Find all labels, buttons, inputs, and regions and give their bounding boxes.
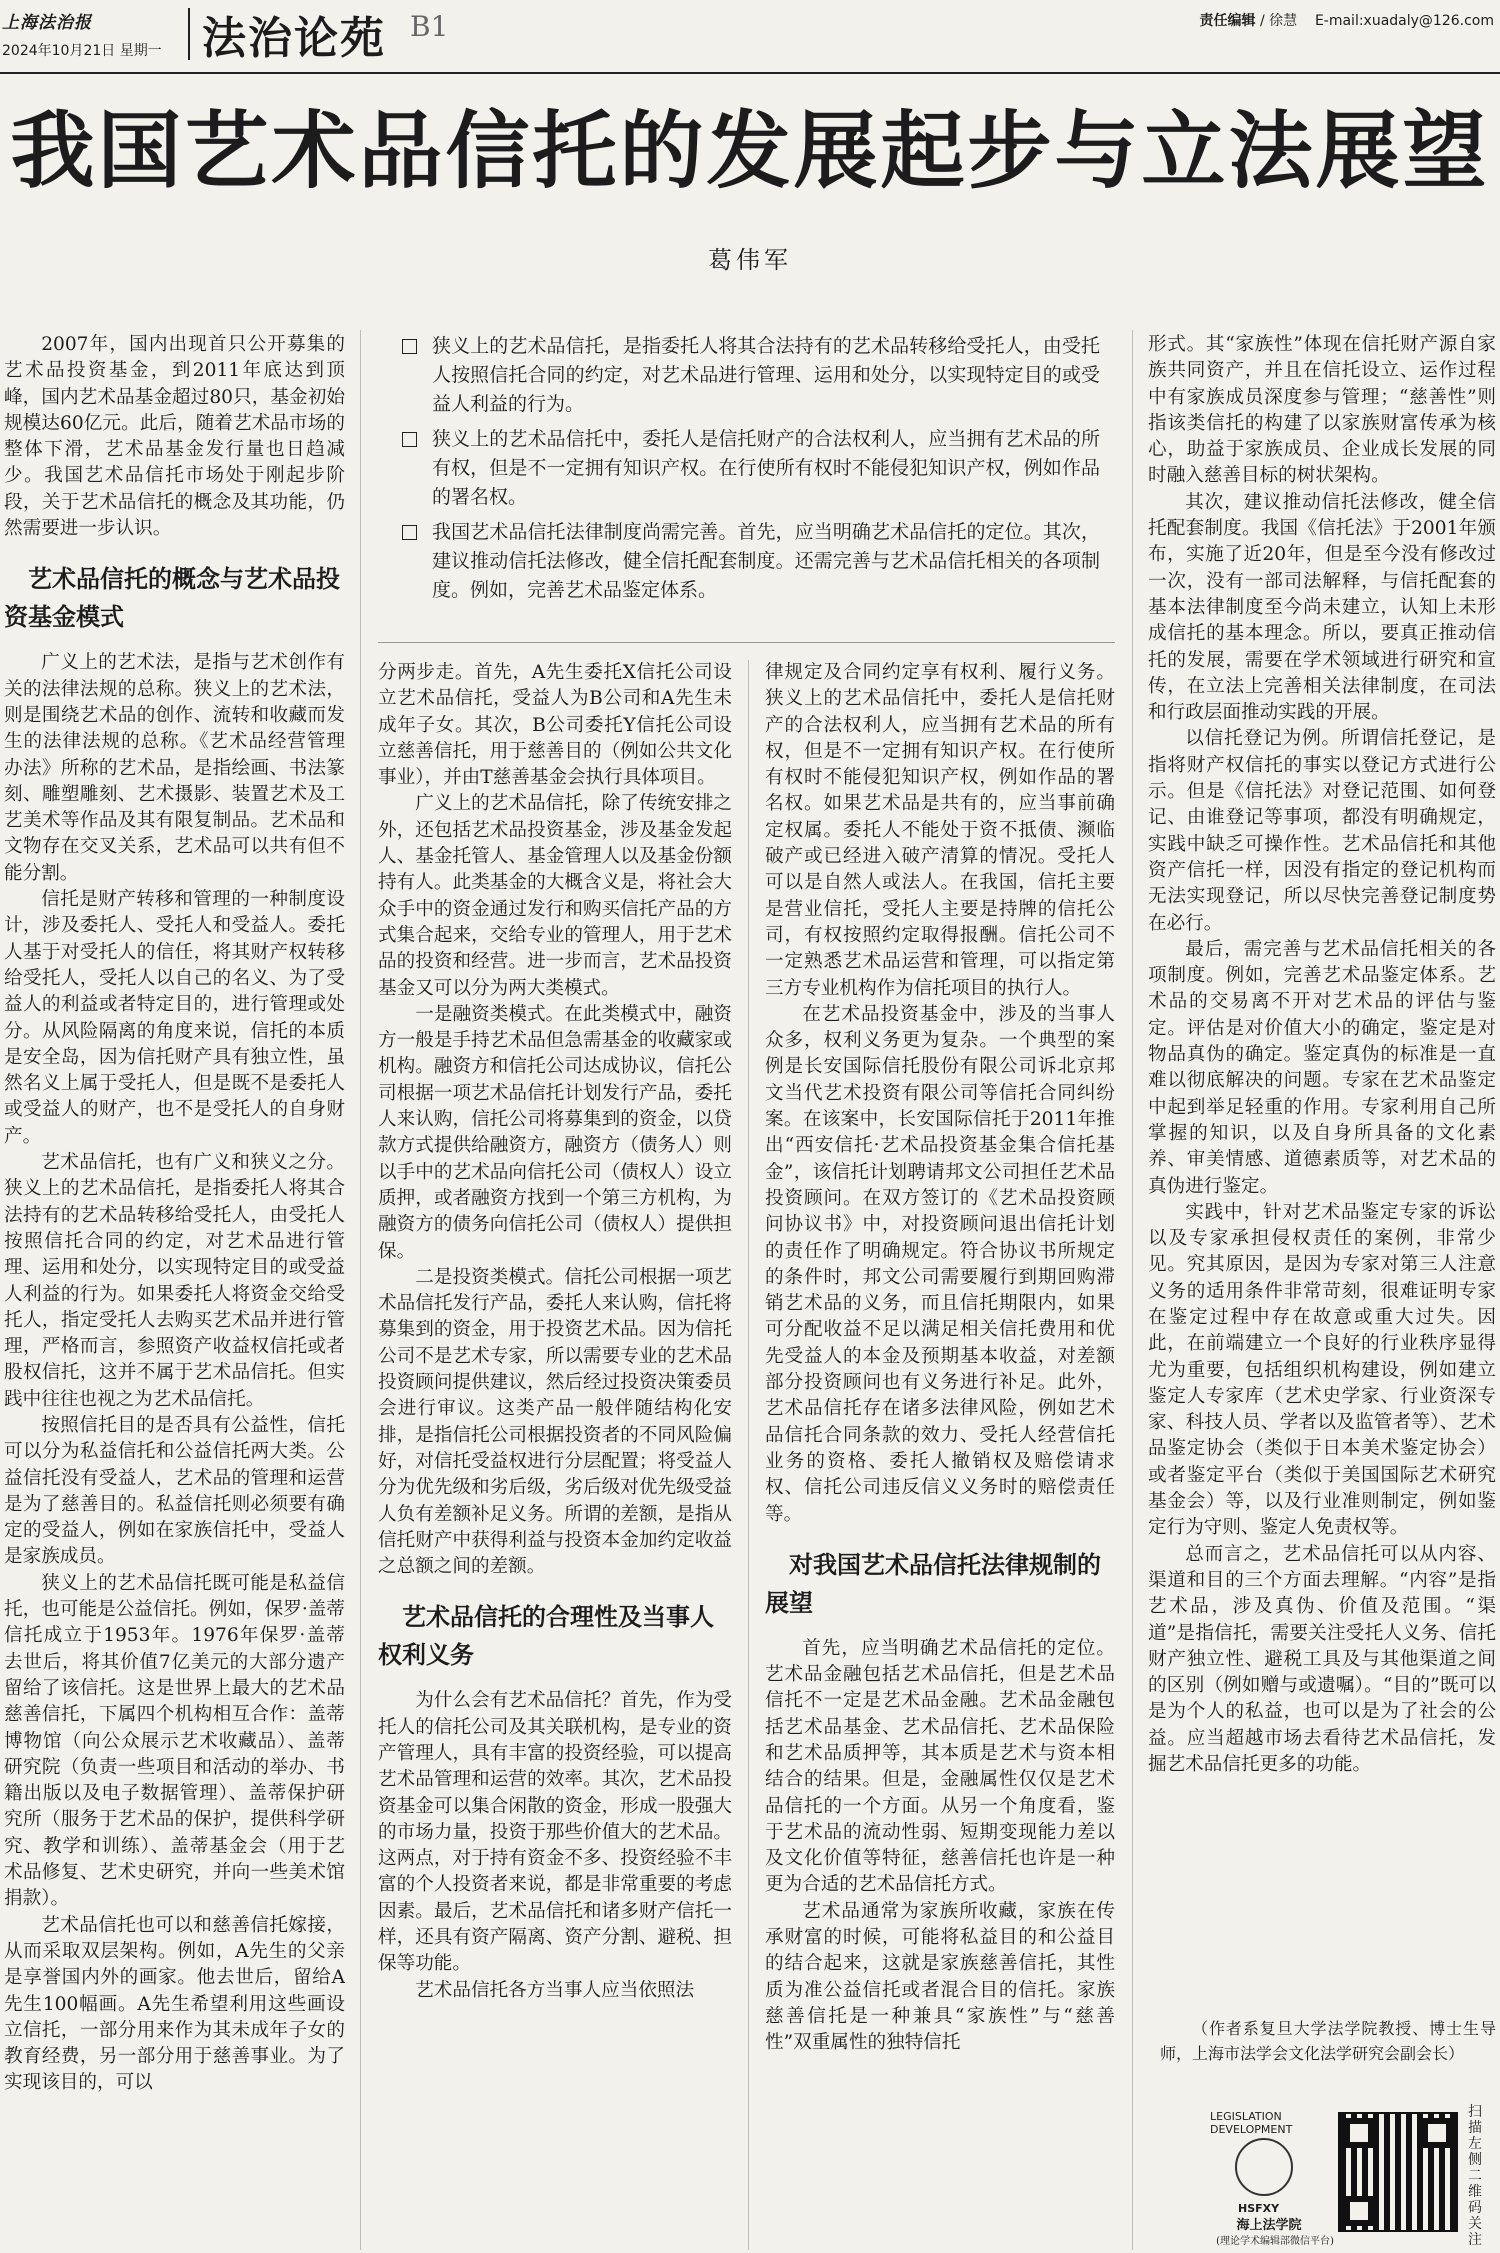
paragraph: 艺术品信托，也有广义和狭义之分。狭义上的艺术品信托，是指委托人将其合法持有的艺术品转移给受托人，由受托人按照信托合同的约定，对艺术品进行管理、运用和处分，以实现特定目的或受益人利益的行为。如果委托人将资金交给受托人，指定受托人去购买艺术品并进行管理，严格而言，参照资产收益权信托或者股权信托，这并不属于艺术品信托。但实践中往往也视之为艺术品信托。 xyxy=(4,1152,345,1410)
masthead-rule xyxy=(0,72,1500,74)
paragraph: 形式。其“家族性”体现在信托财产源自家族共同资产，并且在信托设立、运作过程中有家族成员深度参与管理；“慈善性”则指该类信托的构建了以家族财富传承为核心，助益于家族成员、企业成长发展的同时融入慈善目标的树状架构。 xyxy=(1148,334,1496,487)
summary-rule xyxy=(378,642,1115,643)
logo-abbreviation: HSFXY xyxy=(1238,2202,1280,2215)
qr-finder xyxy=(1344,2196,1374,2226)
checkbox-icon xyxy=(402,339,417,354)
paragraph: 广义上的艺术法，是指与艺术创作有关的法律法规的总称。狭义上的艺术法，则是围绕艺术品的创作、流转和收藏而发生的法律法规的总称。《艺术品经营管理办法》所称的艺术品，是指绘画、书法篆刻、雕塑雕刻、艺术摄影、装置艺术及工艺美术等作品及其有限复制品。艺术品和文物存在交叉关系，艺术品可以共有但不能分割。 xyxy=(4,652,345,884)
paragraph: 信托是财产转移和管理的一种制度设计，涉及委托人、受托人和受益人。委托人基于对受托人的信任，将其财产权转移给受托人，受托人以自己的名义、为了受益人的利益或者特定目的，进行管理或处分。从风险隔离的角度来说，信托的本质是安全岛，因为信托财产具有独立性，虽然名义上属于受托人，但是既不是委托人或受益人的财产，也不是受托人的自身财产。 xyxy=(4,889,345,1147)
article-column-3 xyxy=(765,660,1115,2250)
summary-item xyxy=(400,332,1100,419)
paragraph: 首先，应当明确艺术品信托的定位。艺术品金融包括艺术品信托，但是艺术品信托不一定是艺术品金融。艺术品金融包括艺术品基金、艺术品信托、艺术品保险和艺术品质押等，其本质是艺术与资本相结合的结果。但是，金融属性仅仅是艺术品信托的一个方面。从另一个角度看，鉴于艺术品的流动性弱、短期变现能力差以及文化价值等特征，慈善信托也许是一种更为合适的艺术品信托方式。 xyxy=(765,1637,1115,1896)
newspaper-logo: 上海法治报 xyxy=(2,13,92,33)
masthead-divider xyxy=(188,8,190,60)
column-rule xyxy=(360,330,361,2250)
column-rule xyxy=(1132,330,1133,2250)
logo-subtitle: (理论学术编辑部微信平台) xyxy=(1216,2236,1334,2247)
section-title: 法治论苑 xyxy=(202,13,386,64)
summary-item xyxy=(400,518,1100,605)
section-heading: 艺术品信托的合理性及当事人权利义务 xyxy=(378,1603,714,1670)
section-heading: 艺术品信托的概念与艺术品投资基金模式 xyxy=(4,565,340,632)
qr-hint: 扫描左侧二维码关注 xyxy=(1468,2104,1482,2248)
paragraph: 艺术品信托各方当事人应当依照法 xyxy=(415,1979,695,2001)
paragraph: 2007年，国内出现首只公开募集的艺术品投资基金，到2011年底达到顶峰，国内艺术品基金超过80只，基金初始规模达60亿元。此后，随着艺术品市场的整体下滑，艺术品基金发行量也日趋减少。我国艺术品信托市场处于刚起步阶段，关于艺术品信托的概念及其功能，仍然需要进一步认识。 xyxy=(4,334,345,540)
author-byline: （作者系复旦大学法学院教授、博士生导师，上海市法学会文化法学研究会副会长） xyxy=(1160,2019,1496,2063)
checkbox-icon xyxy=(402,432,417,447)
editor-info: 责任编辑 / 徐慧 E-mail:xuadaly@126.com xyxy=(1199,13,1494,29)
paragraph: 艺术品通常为家族所收藏，家族在传承财富的时候，可能将私益目的和公益目的结合起来，这就是家族慈善信托，其性质为准公益信托或者混合目的信托。家族慈善信托是一种兼具“家族性”与“慈善性”双重属性的独特信托 xyxy=(765,1900,1115,2054)
qr-finder xyxy=(1344,2118,1374,2148)
logo-arc-text: LEGISLATION DEVELOPMENT xyxy=(1210,2110,1293,2136)
logo-name: 海上法学院 xyxy=(1236,2218,1302,2233)
summary-text: 我国艺术品信托法律制度尚需完善。首先，应当明确艺术品信托的定位。其次，建议推动信托法修改，健全信托配套制度。还需完善与艺术品信托相关的各项制度。例如，完善艺术品鉴定体系。 xyxy=(432,521,1100,601)
wechat-platform-logo xyxy=(1210,2110,1334,2247)
article-column-4 xyxy=(1148,332,1496,2032)
article-author: 葛伟军 xyxy=(708,246,792,274)
qr-finder xyxy=(1422,2118,1452,2148)
paragraph: 狭义上的艺术品信托既可能是私益信托，也可能是公益信托。例如，保罗·盖蒂信托成立于1953年。1976年保罗·盖蒂去世后，将其价值7亿美元的大部分遗产留给了该信托。这是世界上最大的艺术品慈善信托，下属四个机构相互合作：盖蒂博物馆（向公众展示艺术收藏品）、盖蒂研究院（负责一些项目和活动的举办、书籍出版以及电子数据管理）、盖蒂保护研究所（服务于艺术品的保护，提供科学研究、教学和训练）、盖蒂基金会（用于艺术品修复、艺术史研究，并向一些美术馆捐款）。 xyxy=(4,1572,345,1910)
masthead xyxy=(0,0,1500,74)
paragraph: 最后，需完善与艺术品信托相关的各项制度。例如，完善艺术品鉴定体系。艺术品的交易离不开对艺术品的评估与鉴定。评估是对价值大小的确定，鉴定是对物品真伪的确定。鉴定真伪的标准是一直难以彻底解决的问题。专家在艺术品鉴定中起到举足轻重的作用。专家利用自己所掌握的知识，以及自身所具备的文化素养、审美情感、道德素质等，对艺术品的真伪进行鉴定。 xyxy=(1148,938,1496,1197)
paragraph: 其次，建议推动信托法修改，健全信托配套制度。我国《信托法》于2001年颁布，实施了近20年，但是至今没有修改过一次，没有一部司法解释，与信托配套的基本法律制度至今尚未建立，认知上未形成信托的基本理念。所以，要真正推动信托的发展，需要在学术领域进行研究和宣传，在立法上完善相关法律制度，在司法和行政层面推动实践的开展。 xyxy=(1148,491,1496,724)
paragraph: 艺术品信托也可以和慈善信托嫁接，从而采取双层架构。例如，A先生的父亲是享誉国内外的画家。他去世后，留给A先生100幅画。A先生希望利用这些画设立信托，一部分用来作为其未成年子女的教育经费，另一部分用于慈善事业。为了实现该目的，可以 xyxy=(4,1914,345,2094)
article-column-1 xyxy=(4,332,345,2250)
paragraph: 以信托登记为例。所谓信托登记，是指将财产权信托的事实以登记方式进行公示。但是《信托法》对登记范围、如何登记、由谁登记等事项，都没有明确规定，实践中缺乏可操作性。艺术品信托和其他资产信托一样，因没有指定的登记机构而无法实现登记，所以尽快完善登记制度势在必行。 xyxy=(1148,728,1496,934)
paragraph: 在艺术品投资基金中，涉及的当事人众多，权利义务更为复杂。一个典型的案例是长安国际信托股份有限公司诉北京邦文当代艺术投资有限公司等信托合同纠纷案。在该案中，长安国际信托于2011年推出“西安信托·艺术品投资基金集合信托基金”，该信托计划聘请邦文公司担任艺术品投资顾问。在双方签订的《艺术品投资顾问协议书》中，对投资顾问退出信托计划的责任作了明确规定。符合协议书所规定的条件时，邦文公司需要履行到期回购滞销艺术品的义务，而且信托期限内，如果可分配收益不足以满足相关信托费用和优先受益人的本金及预期基本收益，对差额部分投资顾问也有义务进行补足。此外，艺术品信托存在诸多法律风险，例如艺术品信托合同条款的效力、受托人经营信托业务的资格、委托人撤销权及赔偿请求权、信托公司违反信义义务时的赔偿责任等。 xyxy=(765,1003,1115,1525)
issue-date: 2024年10月21日 星期一 xyxy=(2,43,162,59)
summary-item xyxy=(400,425,1100,512)
paragraph: 一是融资类模式。在此类模式中，融资方一般是手持艺术品但急需基金的收藏家或机构。融资方和信托公司达成协议，信托公司根据一项艺术品信托计划发行产品，委托人来认购，信托公司将募集到的资金，以贷款方式提供给融资方，融资方（债务人）则以手中的艺术品向信托公司（债权人）设立质押，或者融资方找到一个第三方机构，为融资方的债务向信托公司（债权人）提供担保。 xyxy=(378,1003,732,1262)
page-number: B1 xyxy=(410,10,449,43)
paragraph: 总而言之，艺术品信托可以从内容、渠道和目的三个方面去理解。“内容”是指艺术品，涉及真伪、价值及范围。“渠道”是指信托，需要关注受托人义务、信托财产独立性、避税工具及与其他渠道之间的区别（例如赠与或遗嘱）。“目的”既可以是为个人的私益，也可以是为了社会的公益。应当超越市场去看待艺术品信托，发掘艺术品信托更多的功能。 xyxy=(1148,1543,1496,1776)
article-headline: 我国艺术品信托的发展起步与立法展望 xyxy=(10,101,1490,200)
column-rule xyxy=(748,660,749,2250)
paragraph: 分两步走。首先，A先生委托X信托公司设立艺术品信托，受益人为B公司和A先生未成年子女。其次，B公司委托Y信托公司设立慈善信托，用于慈善目的（例如公共文化事业），并由T慈善基金会执行具体项目。 xyxy=(378,662,732,789)
summary-text: 狭义上的艺术品信托，是指委托人将其合法持有的艺术品转移给受托人，由受托人按照信托合同的约定，对艺术品进行管理、运用和处分，以实现特定目的或受益人利益的行为。 xyxy=(432,335,1100,415)
paragraph: 按照信托目的是否具有公益性，信托可以分为私益信托和公益信托两大类。公益信托没有受益人，艺术品的管理和运营是为了慈善目的。私益信托则必须要有确定的受益人，例如在家族信托中，受益人是家族成员。 xyxy=(4,1414,345,1568)
checkbox-icon xyxy=(402,525,417,540)
section-heading: 对我国艺术品信托法律规制的展望 xyxy=(765,1550,1101,1617)
paragraph: 实践中，针对艺术品鉴定专家的诉讼以及专家承担侵权责任的案例，非常少见。究其原因，是因为专家对第三人注意义务的适用条件非常苛刻，很难证明专家在鉴定过程中存在故意或重大过失。因此，在前端建立一个良好的行业秩序显得尤为重要，包括组织机构建设，例如建立鉴定人专家库（艺术史学家、行业资深专家、科技人员、学者以及监管者等）、艺术品鉴定协会（类似于日本美术鉴定协会）或者鉴定平台（类似于美国国际艺术研究基金会）等，以及行业准则制定，例如鉴定行为守则、鉴定人免责权等。 xyxy=(1148,1201,1496,1539)
paragraph: 广义上的艺术品信托，除了传统安排之外，还包括艺术品投资基金，涉及基金发起人、基金托管人、基金管理人以及基金份额持有人。此类基金的大概含义是，将社会大众手中的资金通过发行和购买信托产品的方式集合起来，交给专业的管理人，用于艺术品的投资和经营。进一步而言，艺术品投资基金又可以分为两大类模式。 xyxy=(378,793,732,999)
editor-name: 徐慧 xyxy=(1269,13,1298,29)
qr-code-icon[interactable] xyxy=(1338,2112,1458,2232)
editor-email: E-mail:xuadaly@126.com xyxy=(1314,13,1494,29)
article-column-2 xyxy=(378,660,732,2250)
paragraph: 律规定及合同约定享有权利、履行义务。狭义上的艺术品信托中，委托人是信托财产的合法权利人，应当拥有艺术品的所有权，但是不一定拥有知识产权。在行使所有权时不能侵犯知识产权，例如作品的署名权。如果艺术品是共有的，应当事前确定权属。委托人不能处于资不抵债、濒临破产或已经进入破产清算的情况。受托人可以是自然人或法人。在我国，信托主要是营业信托，受托人主要是持牌的信托公司，有权按照约定取得报酬。信托公司不一定熟悉艺术品运营和管理，可以指定第三方专业机构作为信托项目的执行人。 xyxy=(765,662,1115,999)
article-summary xyxy=(400,332,1100,611)
editor-label: 责任编辑 xyxy=(1199,13,1256,29)
paragraph: 二是投资类模式。信托公司根据一项艺术品信托发行产品，委托人来认购，信托将募集到的资金，用于投资艺术品。因为信托公司不是艺术专家，所以需要专业的艺术品投资顾问提供建议，然后经过投资决策委员会进行审议。这类产品一般伴随结构化安排，是指信托公司根据投资者的不同风险偏好，对信托受益权进行分层配置；将受益人分为优先级和劣后级，劣后级对优先级受益人负有差额补足义务。所谓的差额，是指从信托财产中获得利益与投资本金加约定收益之总额之间的差额。 xyxy=(378,1266,732,1578)
logo-emblem-icon xyxy=(1235,2138,1293,2196)
paragraph: 为什么会有艺术品信托？首先，作为受托人的信托公司及其关联机构，是专业的资产管理人，具有丰富的投资经验，可以提高艺术品管理和运营的效率。其次，艺术品投资基金可以集合闲散的资金，形成一股强大的市场力量，投资于那些价值大的艺术品。这两点，对于持有资金不多、投资经验不丰富的个人投资者来说，都是非常重要的考虑因素。最后，艺术品信托和诸多财产信托一样，还具有资产隔离、资产分割、避税、担保等功能。 xyxy=(378,1690,732,1975)
summary-text: 狭义上的艺术品信托中，委托人是信托财产的合法权利人，应当拥有艺术品的所有权，但是不一定拥有知识产权。在行使所有权时不能侵犯知识产权，例如作品的署名权。 xyxy=(432,428,1100,508)
